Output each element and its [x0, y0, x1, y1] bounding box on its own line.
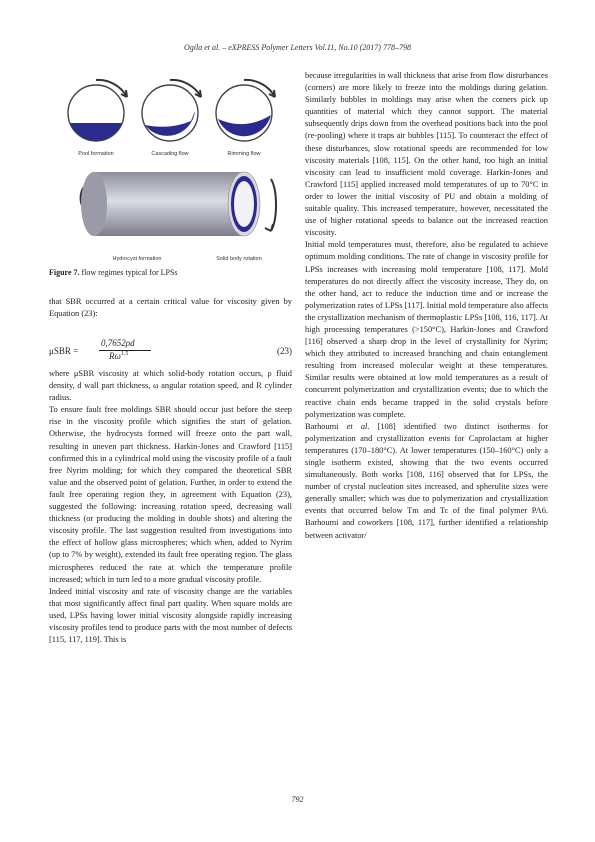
right-column — [305, 70, 548, 542]
paragraph: that SBR occurred at a certain critical value for viscosity given by Equation (23): — [49, 297, 292, 319]
figure-caption-text: flow regimes typical for LPSs — [79, 268, 178, 277]
label-hydrocyst-formation: Hydrocyst formation — [112, 256, 162, 262]
equation-denominator-base: Rω — [109, 351, 121, 361]
equation-number: (23) — [277, 346, 292, 356]
equation-23 — [49, 338, 292, 364]
flow-regimes-illustration — [49, 75, 292, 265]
page-number: 792 — [291, 795, 304, 804]
label-cascading-flow: Cascading flow — [151, 151, 189, 157]
cascading-flow-diagram — [142, 80, 201, 141]
label-rimming-flow: Rimming flow — [227, 151, 261, 157]
equation-numerator: 0,7652ρd — [101, 338, 135, 348]
label-solid-body-rotation: Solid body rotation — [216, 256, 262, 262]
flow-regimes-figure — [49, 75, 292, 265]
rotating-cylinder-diagram — [81, 172, 276, 236]
running-header: Ogila et al. – eXPRESS Polymer Letters Vol.11, No.10 (2017) 778–798 — [184, 43, 411, 52]
figure-caption-label: Figure 7. — [49, 268, 80, 277]
equation-exponent: 1.5 — [120, 351, 129, 357]
equation-lhs: μSBR = — [49, 346, 79, 356]
paragraph: because irregularities in wall thickness that arise from flow disturbances (corners) are more likely to freeze into the moldings during gelation. Similarly bubbles in moldings may arise when the corners pick up quantities of material which they cannot support. The material subsequently drips down from the overhead positions back into the pool (re-pooling) where it traps air bubbles [115]. To counteract the effect of these disturbances, slow rotational speeds are recommended for low viscosity materials [108, 115]. On the other hand, too high an initial viscosity can lead to insufficient mold coverage. Harkin-Jones and Crawford [115] applied increased mold temperatures of up to 70°C in order to lower the initial viscosity of PU and obtain a molding of suitable quality. This increased temperature, however, necessitated the use of higher rotational speeds to balance out the increased reaction viscosity. — [305, 71, 548, 238]
left-column — [49, 296, 292, 320]
equation-denominator — [109, 351, 128, 361]
paragraph: To ensure fault free moldings SBR should occur just before the steep rise in the viscosity profile which signifies the start of gelation. Otherwise, the hydrocysts formed will freeze onto the part wall, resulting in uneven part thickness. Harkin-Jones and Crawford [115] confirmed this in a cylindrical mold using the viscosity profile of a fault free Nyrim molding; for which they compared the theoretical SBR value and the observed point of gelation. Further, in order to extend the fault free operating region they, in agreement with Equation (23), suggested the following: increasing rotation speed, decreasing wall thickness (or producing the molding in double shots) and altering the viscosity profile. The last suggestion resulted from investigations into the effect of hollow glass microspheres; which when, added to Nyrim (up to 7% by weight), extended its fault free operating region. The glass microspheres reduced the rate at which the temperature profile increased; which in turn led to a more gradual viscosity profile. — [49, 405, 292, 584]
paragraph-text: . [108] identified two distinct isotherms for polymerization and crystallization events for Caprolactam at higher temperatures (170–180°C). At lower temperatures (150–160°C) only a single isotherm existed, showing that the two events occurred simultaneously. Both works [108, 116] observed that for LPSs, the number of crystal nucleation sites increased, and spherulite sizes were generally smaller; which was due to polymerization and crystallization events that occurred below Tm and Tc of the final polymer PA6. Barhoumi and coworkers [108, 117], further identified a relationship between activator/ — [305, 421, 549, 540]
paragraph — [305, 421, 548, 542]
label-pool-formation: Pool formation — [78, 151, 114, 157]
left-column-body — [49, 368, 292, 646]
figure-caption — [49, 268, 178, 277]
et-al: et al — [346, 421, 368, 431]
rimming-flow-diagram — [216, 80, 275, 141]
author-name: Barhoumi — [305, 421, 347, 431]
paragraph: Indeed initial viscosity and rate of viscosity change are the variables that most significantly affect final part quality. When square molds are used, LPSs having lower initial viscosity alongside rapidly increasing viscosity profiles tend to produce parts with the most number of defects [115, 117, 119]. This is — [49, 586, 292, 645]
pool-formation-diagram — [68, 80, 127, 141]
paragraph: where μSBR viscosity at which solid-body rotation occurs, ρ fluid density, d wall part thickness, ω angular rotation speed, and R cylinder radius. — [49, 369, 292, 403]
paragraph: Initial mold temperatures must, therefore, also be regulated to achieve optimum molding conditions. The rate of change in viscosity profile for LPSs increases with increasing mold temperature [108, 117]. Mold temperatures do not directly affect the viscosity increase, They do, on the other hand, act to reduce the induction time and or increase the polymerization rates of LPSs [117]. Initial mold temperature also affects the crystallization mechanism of thermoplastic LPSs [108, 116, 117]. At high processing temperatures (>150°C), Harkin-Jones and Crawford [116] observed a sharp drop in the level of crystallinity for Nyrim; which they attributed to increased branching and chain entanglement resulting from increased molecular weight at these temperatures. Similar results were obtained at low mold temperatures as a result of concurrent polymerization and crystallization events; due to which the reactive chain ends became trapped in the solid crystals before polymerization was complete. — [305, 240, 548, 419]
